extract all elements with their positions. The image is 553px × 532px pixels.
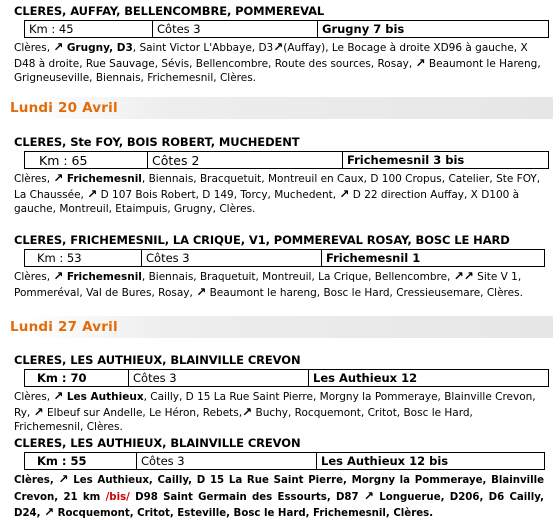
route-block-2 <box>14 135 544 217</box>
arrow-icon: ↗ <box>44 505 55 519</box>
day-header-band <box>0 97 553 119</box>
route-title: CLERES, LES AUTHIEUX, BLAINVILLE CREVON <box>14 436 301 450</box>
arrow-icon: ↗ <box>363 488 374 503</box>
arrow-icon: ↗ <box>53 269 64 283</box>
arrow-icon: ↗ <box>242 404 253 419</box>
route-info-table <box>24 452 545 470</box>
arrow-icon: ↗ <box>58 472 69 486</box>
route-title: CLERES, AUFFAY, BELLENCOMBRE, POMMEREVAL <box>14 4 325 18</box>
route-block-3 <box>14 233 544 300</box>
route-description: Clères, ↗ Les Authieux, Cailly, D 15 La Rue Saint Pierre, Morgny la Pommeraye, Blainville Crevon, 21 km /bis/ D98 Saint Germain des Essourts, D87 ↗ Longuerue, D206, D6 Cailly, D24, ↗ Rocquemont, Critot, Esteville, Bosc le Hard, Frichemesnil, Clères. <box>14 472 544 519</box>
km-cell: Km : 70 <box>25 370 129 387</box>
reference-cell: Les Authieux 12 <box>309 370 549 387</box>
route-description: Clères, ↗ Grugny, D3, Saint Victor L'Abbaye, D3↗(Auffay), Le Bocage à droite XD96 à gauche, X D48 à droite, Rue Sauvage, Sévis, Bellencombre, Route des sources, Rosay, ↗ Beaumont le Hareng, Grigneuseville, Biennais, Frichemesnil, Clères. <box>14 40 541 84</box>
reference-cell: Les Authieux 12 bis <box>317 453 545 470</box>
arrow-icon: ↗ <box>33 404 44 419</box>
km-cell: Km : 55 <box>25 453 137 470</box>
reference-cell: Grugny 7 bis <box>318 21 549 38</box>
arrow-icon: ↗ <box>53 389 64 403</box>
cotes-cell: Côtes 2 <box>148 152 343 169</box>
route-info-table <box>24 151 549 169</box>
cotes-cell: Côtes 3 <box>153 21 318 38</box>
double-arrow-icon: ↗↗ <box>453 269 474 283</box>
reference-cell: Frichemesnil 3 bis <box>343 152 549 169</box>
route-info-table <box>24 369 549 387</box>
day-header-band <box>0 316 553 338</box>
cotes-cell: Côtes 3 <box>137 453 317 470</box>
bis-marker: /bis/ <box>105 491 130 503</box>
arrow-icon: ↗ <box>273 40 284 54</box>
route-block-1 <box>14 4 544 86</box>
arrow-icon: ↗ <box>415 55 426 70</box>
cotes-cell: Côtes 3 <box>129 370 309 387</box>
km-cell: Km : 65 <box>25 152 148 169</box>
route-description: Clères, ↗ Les Authieux, Cailly, D 15 La Rue Saint Pierre, Morgny la Pommeraye, Blainville Crevon, Ry, ↗ Elbeuf sur Andelle, Le Héron, Rebets,↗ Buchy, Rocquemont, Critot, Bosc le Hard, Frichemesnil, Clères. <box>14 389 536 433</box>
arrow-icon: ↗ <box>339 186 350 201</box>
route-info-table <box>24 20 549 38</box>
arrow-icon: ↗ <box>53 40 64 54</box>
route-description: Clères, ↗ Frichemesnil, Biennais, Braquetuit, Montreuil, La Crique, Bellencombre, ↗↗ Site V 1, Pommeréval, Val de Bures, Rosay, ↗ Beaumont le hareng, Bosc le Hard, Cressieusemare, Clères. <box>14 269 523 299</box>
km-cell: Km : 53 <box>25 250 142 267</box>
reference-cell: Frichemesnil 1 <box>322 250 545 267</box>
arrow-icon: ↗ <box>87 186 98 201</box>
arrow-icon: ↗ <box>53 171 64 185</box>
km-cell: Km : 45 <box>25 21 153 38</box>
cotes-cell: Côtes 3 <box>142 250 322 267</box>
route-description: Clères, ↗ Frichemesnil, Biennais, Bracquetuit, Montreuil en Caux, D 100 Cropus, Catelier, Ste FOY, La Chaussée, ↗ D 107 Bois Robert, D 149, Torcy, Muchedent, ↗ D 22 direction Auffay, X D100 à gauche, Montreuil, Etaimpuis, Grugny, Clères. <box>14 171 541 215</box>
route-title: CLERES, Ste FOY, BOIS ROBERT, MUCHEDENT <box>14 135 300 149</box>
day-label: Lundi 27 Avril <box>10 319 118 335</box>
route-info-table <box>24 249 545 267</box>
route-title: CLERES, LES AUTHIEUX, BLAINVILLE CREVON <box>14 353 301 367</box>
route-title: CLERES, FRICHEMESNIL, LA CRIQUE, V1, POMMEREVAL ROSAY, BOSC LE HARD <box>14 233 510 247</box>
arrow-icon: ↗ <box>196 284 207 299</box>
route-block-4 <box>14 353 544 435</box>
day-label: Lundi 20 Avril <box>10 100 118 116</box>
route-block-5 <box>14 436 544 522</box>
